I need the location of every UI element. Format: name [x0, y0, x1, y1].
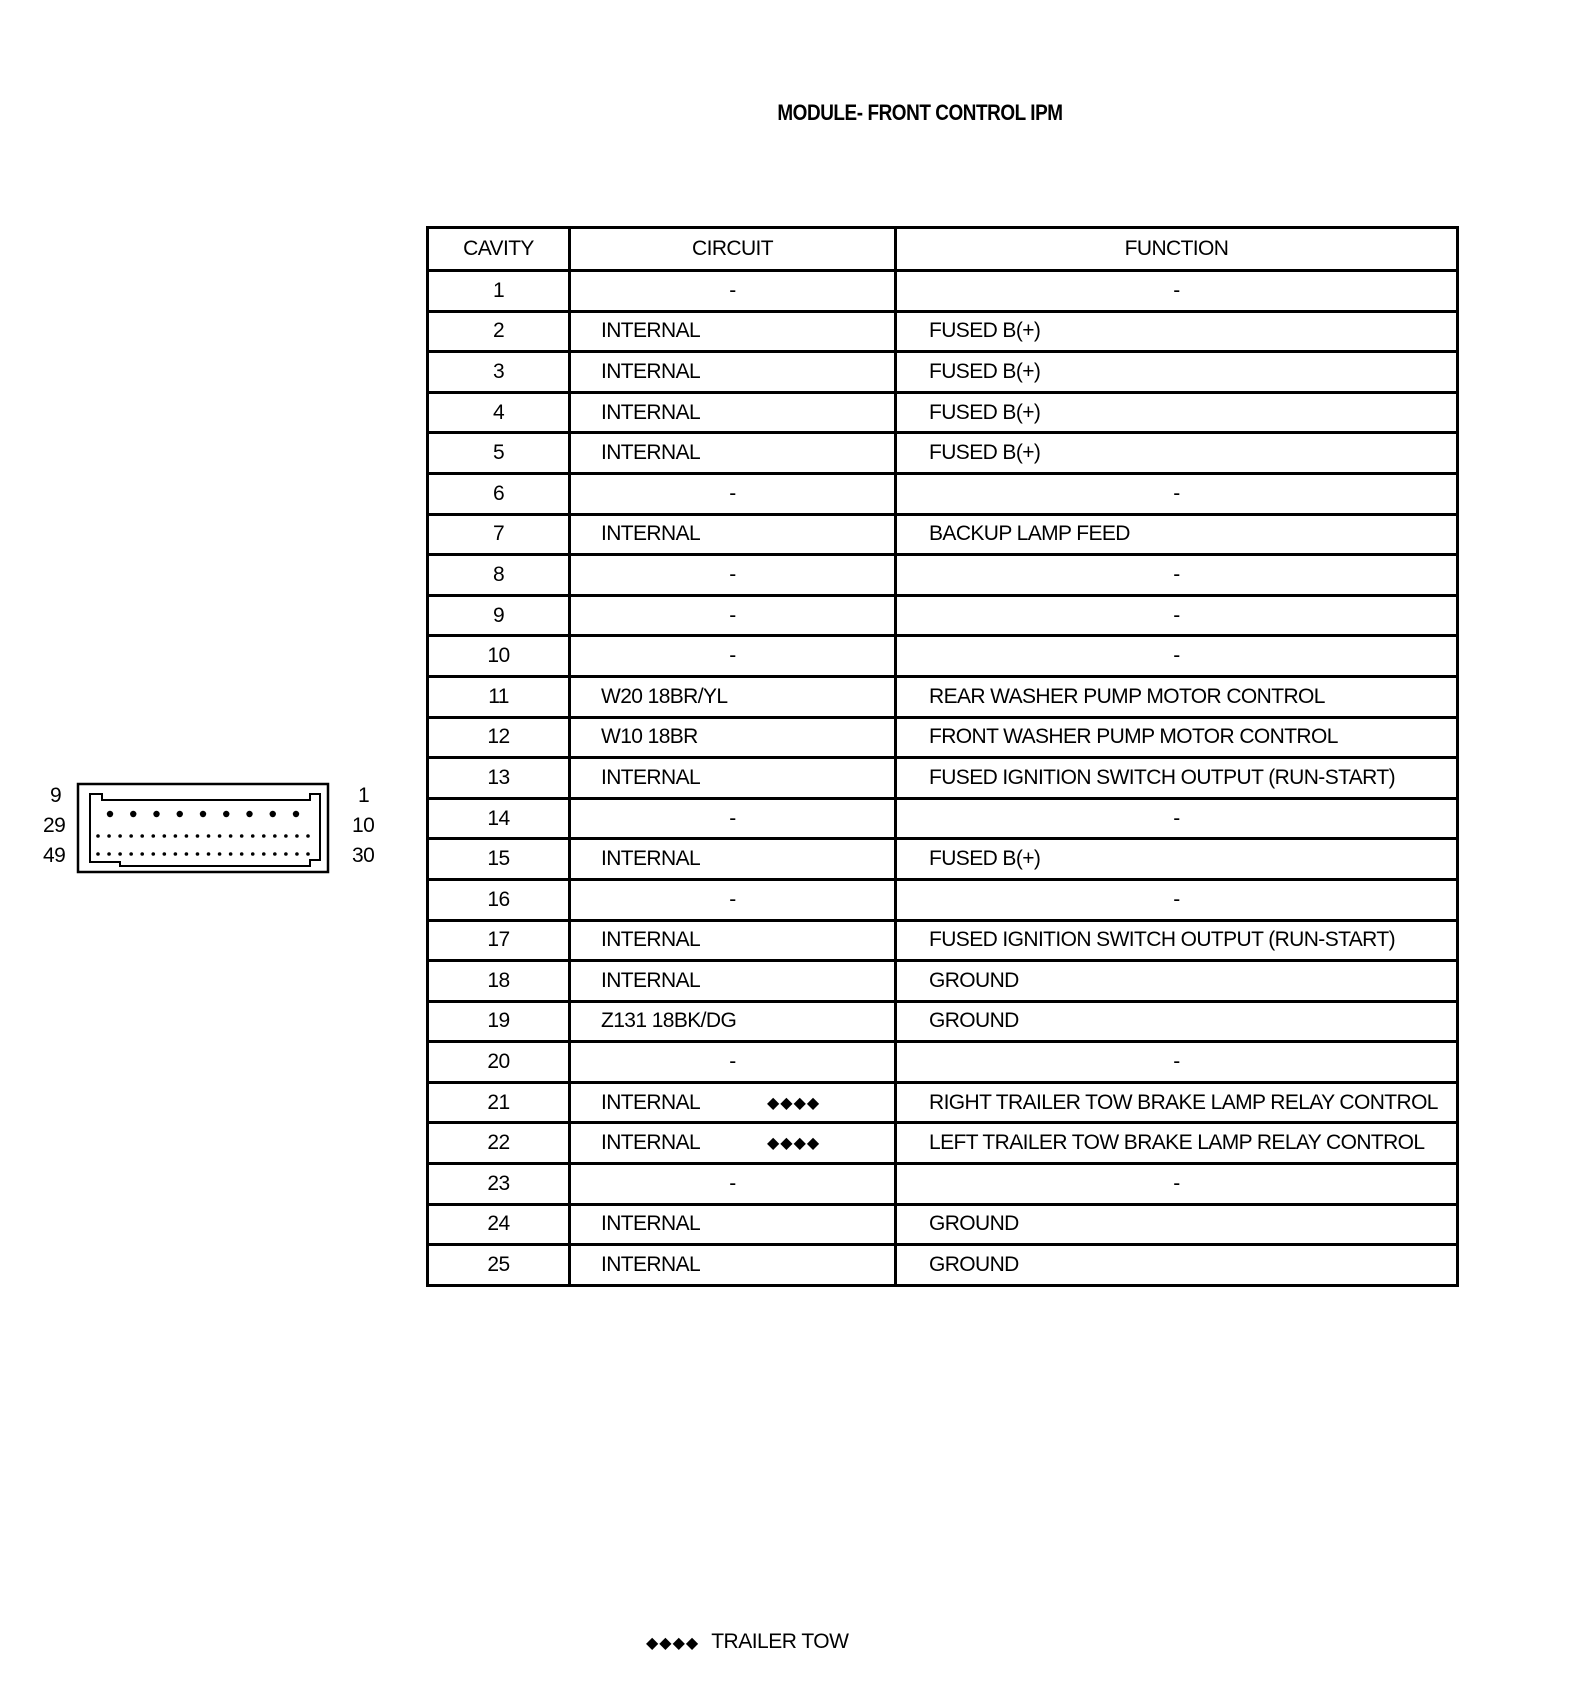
table-row	[428, 798, 1458, 839]
circuit-text: -	[729, 806, 736, 830]
table-row	[428, 1204, 1458, 1245]
connector-pin	[240, 852, 244, 856]
connector-pin	[177, 811, 183, 817]
circuit-cell	[570, 514, 896, 555]
table-row	[428, 1001, 1458, 1042]
connector-pin	[284, 834, 288, 838]
circuit-cell	[570, 1082, 896, 1123]
function-cell: FUSED B(+)	[896, 311, 1458, 352]
circuit-text: INTERNAL	[601, 319, 701, 343]
circuit-cell	[570, 555, 896, 596]
cavity-cell: 21	[428, 1082, 570, 1123]
connector-pin	[118, 834, 122, 838]
connector-pin	[207, 834, 211, 838]
cavity-cell: 12	[428, 717, 570, 758]
circuit-text: -	[729, 1050, 736, 1074]
connector-pin	[130, 811, 136, 817]
connector-pin	[185, 834, 189, 838]
connector-pin	[174, 852, 178, 856]
function-cell: BACKUP LAMP FEED	[896, 514, 1458, 555]
circuit-cell	[570, 392, 896, 433]
cavity-cell: 13	[428, 758, 570, 799]
cavity-cell: 23	[428, 1164, 570, 1205]
legend	[646, 1630, 848, 1654]
circuit-cell	[570, 595, 896, 636]
connector-pin	[140, 852, 144, 856]
circuit-cell	[570, 311, 896, 352]
function-cell: GROUND	[896, 1204, 1458, 1245]
cavity-cell: 16	[428, 879, 570, 920]
connector-pin	[151, 834, 155, 838]
table-row	[428, 636, 1458, 677]
cavity-cell: 17	[428, 920, 570, 961]
function-cell: -	[896, 1164, 1458, 1205]
connector-pin	[107, 811, 113, 817]
function-cell: FUSED B(+)	[896, 839, 1458, 880]
table-row	[428, 758, 1458, 799]
circuit-cell	[570, 798, 896, 839]
circuit-cell	[570, 1164, 896, 1205]
function-cell: FUSED IGNITION SWITCH OUTPUT (RUN-START)	[896, 758, 1458, 799]
connector-pin	[200, 811, 206, 817]
function-cell: GROUND	[896, 1245, 1458, 1286]
connector-pin	[153, 811, 159, 817]
cavity-cell: 3	[428, 352, 570, 393]
connector-pin	[107, 834, 111, 838]
function-cell: GROUND	[896, 961, 1458, 1002]
circuit-text: INTERNAL	[601, 765, 701, 789]
connector-pin	[96, 834, 100, 838]
connector-pin	[140, 834, 144, 838]
cavity-cell: 24	[428, 1204, 570, 1245]
table-header-row	[428, 228, 1458, 271]
function-cell: GROUND	[896, 1001, 1458, 1042]
header-circuit: CIRCUIT	[570, 228, 896, 271]
function-cell: -	[896, 595, 1458, 636]
cavity-cell: 18	[428, 961, 570, 1002]
table-row	[428, 271, 1458, 312]
circuit-cell	[570, 1245, 896, 1286]
connector-pin	[196, 852, 200, 856]
circuit-text: INTERNAL	[601, 359, 701, 383]
title-text: MODULE- FRONT CONTROL IPM	[777, 100, 1063, 125]
function-cell: FUSED B(+)	[896, 392, 1458, 433]
circuit-text: INTERNAL	[601, 1253, 701, 1277]
connector-pin	[306, 834, 310, 838]
connector-label-right-bottom: 30	[352, 844, 375, 867]
table-row	[428, 595, 1458, 636]
trailer-tow-marker-icon: ◆◆◆◆	[767, 1094, 821, 1112]
table-row	[428, 514, 1458, 555]
cavity-cell: 5	[428, 433, 570, 474]
connector-pin	[163, 834, 167, 838]
cavity-cell: 7	[428, 514, 570, 555]
circuit-text: INTERNAL	[601, 1131, 701, 1155]
connector-pin	[118, 852, 122, 856]
cavity-cell: 8	[428, 555, 570, 596]
connector-pin	[229, 852, 233, 856]
connector-pin	[107, 852, 111, 856]
circuit-cell	[570, 879, 896, 920]
circuit-cell	[570, 920, 896, 961]
circuit-text: INTERNAL	[601, 441, 701, 465]
function-cell: -	[896, 1042, 1458, 1083]
page-title	[129, 100, 1584, 126]
circuit-text: Z131 18BK/DG	[601, 1009, 737, 1033]
circuit-text: -	[729, 1171, 736, 1195]
circuit-text: W10 18BR	[601, 725, 698, 749]
connector-pin	[196, 834, 200, 838]
table-row	[428, 1042, 1458, 1083]
cavity-cell: 1	[428, 271, 570, 312]
circuit-cell	[570, 433, 896, 474]
circuit-cell	[570, 717, 896, 758]
connector-pin	[129, 852, 133, 856]
connector-pin	[246, 811, 252, 817]
circuit-cell	[570, 473, 896, 514]
function-cell: -	[896, 879, 1458, 920]
circuit-cell	[570, 961, 896, 1002]
cavity-cell: 25	[428, 1245, 570, 1286]
connector-pin	[218, 834, 222, 838]
circuit-text: INTERNAL	[601, 400, 701, 424]
connector-body	[40, 770, 390, 890]
circuit-text: INTERNAL	[601, 928, 701, 952]
connector-pin	[284, 852, 288, 856]
circuit-text: -	[729, 644, 736, 668]
connector-pin	[129, 834, 133, 838]
function-cell: RIGHT TRAILER TOW BRAKE LAMP RELAY CONTROL	[896, 1082, 1458, 1123]
connector-pin	[174, 834, 178, 838]
circuit-text: INTERNAL	[601, 1212, 701, 1236]
connector-pin	[218, 852, 222, 856]
cavity-cell: 15	[428, 839, 570, 880]
connector-pin	[295, 834, 299, 838]
cavity-cell: 6	[428, 473, 570, 514]
table-row	[428, 1082, 1458, 1123]
function-cell: -	[896, 798, 1458, 839]
table-row	[428, 676, 1458, 717]
circuit-cell	[570, 1042, 896, 1083]
function-cell: FUSED B(+)	[896, 352, 1458, 393]
table-row	[428, 311, 1458, 352]
connector-pin	[240, 834, 244, 838]
circuit-text: INTERNAL	[601, 1090, 701, 1114]
function-cell: FRONT WASHER PUMP MOTOR CONTROL	[896, 717, 1458, 758]
table-row	[428, 920, 1458, 961]
table-row	[428, 879, 1458, 920]
connector-pin	[229, 834, 233, 838]
table-row	[428, 1164, 1458, 1205]
connector-pin	[293, 811, 299, 817]
connector-pin	[151, 852, 155, 856]
circuit-text: INTERNAL	[601, 847, 701, 871]
table-row	[428, 352, 1458, 393]
cavity-cell: 19	[428, 1001, 570, 1042]
connector-label-left-bottom: 49	[43, 844, 66, 867]
connector-pin	[251, 852, 255, 856]
pinout-table	[426, 226, 1459, 1287]
connector-pin	[295, 852, 299, 856]
table-row	[428, 473, 1458, 514]
connector-pin	[163, 852, 167, 856]
connector-pin	[262, 852, 266, 856]
trailer-tow-marker-icon: ◆◆◆◆	[767, 1135, 821, 1153]
circuit-cell	[570, 839, 896, 880]
function-cell: -	[896, 271, 1458, 312]
header-function: FUNCTION	[896, 228, 1458, 271]
function-cell: -	[896, 473, 1458, 514]
table-row	[428, 1245, 1458, 1286]
function-cell: FUSED IGNITION SWITCH OUTPUT (RUN-START)	[896, 920, 1458, 961]
circuit-cell	[570, 636, 896, 677]
circuit-text: -	[729, 278, 736, 302]
connector-label-left-top: 9	[50, 784, 62, 807]
connector-pin	[306, 852, 310, 856]
table-row	[428, 1123, 1458, 1164]
cavity-cell: 11	[428, 676, 570, 717]
table-row	[428, 717, 1458, 758]
header-cavity: CAVITY	[428, 228, 570, 271]
cavity-cell: 20	[428, 1042, 570, 1083]
connector-pin	[207, 852, 211, 856]
cavity-cell: 10	[428, 636, 570, 677]
connector-pin	[262, 834, 266, 838]
circuit-text: W20 18BR/YL	[601, 684, 728, 708]
circuit-text: INTERNAL	[601, 522, 701, 546]
circuit-text: -	[729, 562, 736, 586]
table-row	[428, 392, 1458, 433]
circuit-text: -	[729, 481, 736, 505]
table-row	[428, 961, 1458, 1002]
cavity-cell: 9	[428, 595, 570, 636]
connector-label-right-top: 1	[358, 784, 370, 807]
circuit-text: -	[729, 603, 736, 627]
connector-pin	[273, 852, 277, 856]
circuit-text: INTERNAL	[601, 968, 701, 992]
connector-pin	[273, 834, 277, 838]
trailer-tow-marker-icon: ◆◆◆◆	[646, 1635, 700, 1652]
cavity-cell: 4	[428, 392, 570, 433]
function-cell: REAR WASHER PUMP MOTOR CONTROL	[896, 676, 1458, 717]
function-cell: -	[896, 555, 1458, 596]
function-cell: -	[896, 636, 1458, 677]
connector-pin	[185, 852, 189, 856]
connector-diagram	[40, 770, 390, 890]
connector-pin	[251, 834, 255, 838]
cavity-cell: 22	[428, 1123, 570, 1164]
circuit-cell	[570, 676, 896, 717]
table-row	[428, 839, 1458, 880]
circuit-text: -	[729, 887, 736, 911]
cavity-cell: 14	[428, 798, 570, 839]
table-row	[428, 555, 1458, 596]
circuit-cell	[570, 1204, 896, 1245]
circuit-cell	[570, 352, 896, 393]
circuit-cell	[570, 271, 896, 312]
connector-pin	[223, 811, 229, 817]
connector-label-left-mid: 29	[43, 814, 66, 837]
cavity-cell: 2	[428, 311, 570, 352]
circuit-cell	[570, 1123, 896, 1164]
connector-pin	[96, 852, 100, 856]
function-cell: LEFT TRAILER TOW BRAKE LAMP RELAY CONTROL	[896, 1123, 1458, 1164]
circuit-cell	[570, 1001, 896, 1042]
circuit-cell	[570, 758, 896, 799]
connector-label-right-mid: 10	[352, 814, 375, 837]
connector-pin	[270, 811, 276, 817]
table-row	[428, 433, 1458, 474]
function-cell: FUSED B(+)	[896, 433, 1458, 474]
legend-text: TRAILER TOW	[711, 1630, 849, 1653]
